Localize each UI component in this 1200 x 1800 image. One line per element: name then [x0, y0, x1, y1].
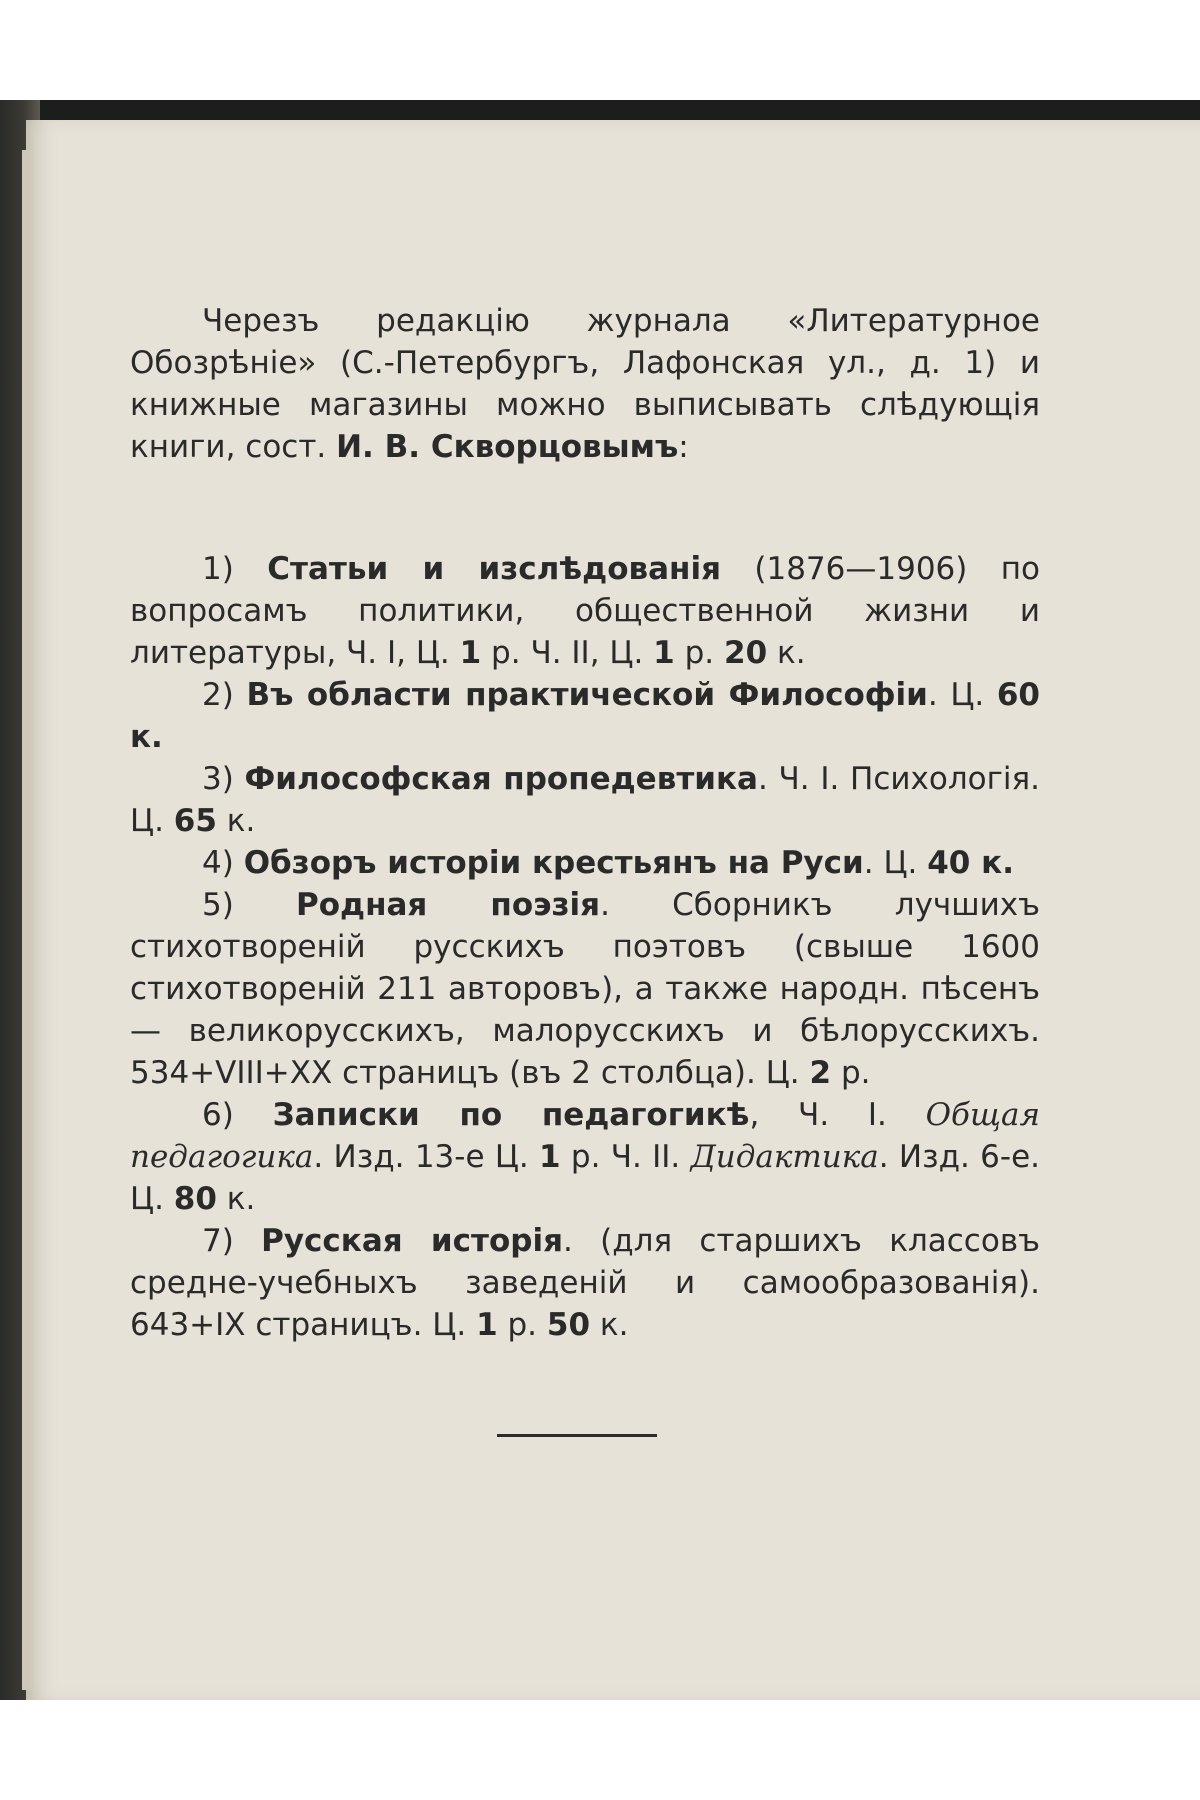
- price-value: 80: [173, 1181, 217, 1217]
- book-description: . Ч. I. Психологія. Ц.: [130, 761, 1041, 839]
- book-text: . Изд. 6-е. Ц.: [130, 1139, 1041, 1217]
- book-text: к.: [216, 1181, 256, 1217]
- book-item-5: [130, 884, 1040, 1094]
- price-value: 1: [459, 635, 482, 671]
- book-text: р. Ч. II, Ц.: [481, 635, 654, 671]
- book-text: к.: [590, 1307, 629, 1343]
- book-description: . Сборникъ лучшихъ стихотвореній русскихъ поэтовъ (свыше 1600 стихотвореній 211 авторовъ), а также народн. пѣсенъ— великорусскихъ, малорусскихъ и бѣлорусскихъ. 534+VIII+XX страницъ (въ 2 столбца). Ц.: [130, 887, 1040, 1091]
- book-title: Родная поэзія: [296, 887, 601, 923]
- part-title: Дидактика: [690, 1139, 879, 1175]
- price-value: 1: [539, 1139, 561, 1175]
- book-item-2: [130, 674, 1040, 758]
- book-item-3: [130, 758, 1040, 842]
- page-edge: [22, 150, 30, 1690]
- price-value: 1: [653, 635, 675, 671]
- book-title: Въ области практической Философіи: [246, 677, 928, 713]
- price-value: 40 к.: [927, 845, 1014, 881]
- book-text: к.: [767, 635, 806, 671]
- book-description: , Ч. I.: [749, 1097, 926, 1133]
- book-text: . Изд. 13-е Ц.: [313, 1139, 540, 1175]
- book-text: р.: [831, 1055, 871, 1091]
- book-item-6: [130, 1094, 1040, 1220]
- price-value: 1: [476, 1307, 498, 1343]
- intro-end: :: [678, 429, 689, 465]
- book-text: р.: [497, 1307, 547, 1343]
- author-name: И. В. Скворцовымъ: [336, 429, 679, 465]
- item-number: 7): [202, 1223, 234, 1259]
- book-description: . (для старшихъ классовъ средне-учебныхъ заведеній и самообразованія). 643+IX страницъ. Ц.: [130, 1223, 1040, 1343]
- book-item-7: [130, 1220, 1040, 1346]
- book-text: р. Ч. II.: [560, 1139, 691, 1175]
- intro-text: Черезъ редакцію журнала «Литературное Обозрѣніе» (С.-Петербургъ, Лафонская ул., д. 1) и книжные магазины можно выписывать слѣдующія книги, сост.: [130, 303, 1040, 465]
- book-description: . Ц.: [863, 845, 928, 881]
- intro-paragraph: [130, 300, 1040, 468]
- book-title: Записки по педагогикѣ: [272, 1097, 750, 1133]
- price-value: 2: [809, 1055, 832, 1091]
- advertisement-text: [130, 300, 1040, 1346]
- book-title: Русская исторія: [261, 1223, 563, 1259]
- book-title: Обзоръ исторіи крестьянъ на Руси: [243, 845, 864, 881]
- book-item-4: [130, 842, 1040, 884]
- item-number: 1): [202, 551, 234, 587]
- price-value: 60 к.: [130, 677, 1040, 755]
- item-number: 3): [202, 761, 234, 797]
- book-title: Философская пропедевтика: [244, 761, 758, 797]
- book-description: . Ц.: [927, 677, 997, 713]
- price-value: 65: [173, 803, 217, 839]
- book-text: к.: [216, 803, 256, 839]
- item-number: 2): [202, 677, 234, 713]
- horizontal-rule: [497, 1434, 657, 1437]
- book-description: (1876—1906) по вопросамъ политики, общественной жизни и литературы, Ч. I, Ц.: [130, 551, 1040, 671]
- item-number: 4): [202, 845, 234, 881]
- item-number: 5): [202, 887, 234, 923]
- book-text: р.: [674, 635, 724, 671]
- item-number: 6): [202, 1097, 234, 1133]
- price-value: 20: [724, 635, 768, 671]
- book-title: Статьи и изслѣдованія: [267, 551, 721, 587]
- part-title: Общая педагогика: [130, 1097, 1040, 1175]
- book-item-1: [130, 548, 1040, 674]
- price-value: 50: [546, 1307, 591, 1343]
